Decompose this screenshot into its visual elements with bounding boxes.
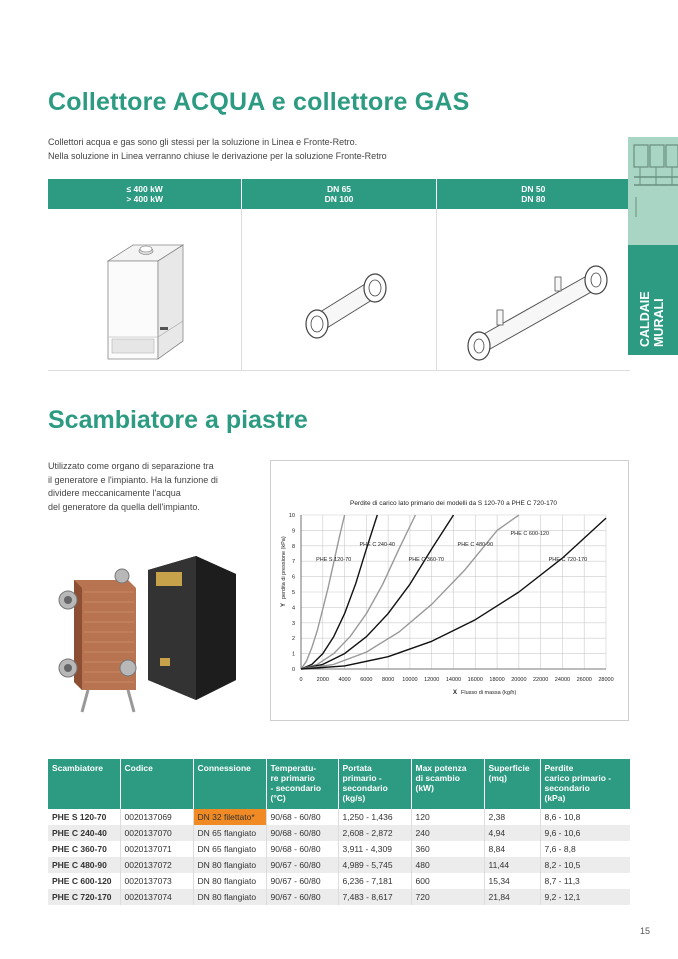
table-cell: 8,84: [484, 841, 540, 857]
table-row: [48, 809, 630, 825]
y-tick-label: 8: [291, 543, 295, 550]
table-cell: 90/68 - 60/80: [266, 809, 338, 825]
x-axis-prefix: X: [452, 690, 457, 696]
table-cell: DN 32 filettato*: [193, 809, 266, 825]
y-tick-label: 1: [291, 651, 295, 658]
table-cell: DN 80 flangiato: [193, 857, 266, 873]
y-tick-label: 2: [291, 636, 295, 643]
x-tick-label: 18000: [489, 677, 505, 683]
table-cell: 6,236 - 7,181: [338, 873, 411, 889]
desc-line: Utilizzato come organo di separazione tra: [48, 461, 214, 471]
table-cell: PHE C 720-170: [48, 889, 120, 905]
table-cell: 0020137070: [120, 825, 193, 841]
x-tick-label: 4000: [338, 677, 351, 683]
col-header-water: [242, 179, 436, 209]
table-cell: DN 80 flangiato: [193, 873, 266, 889]
series-label: PHE S 120-70: [316, 557, 352, 564]
table-cell: 7,6 - 8,8: [544, 844, 576, 854]
col-header-line: DN 50: [521, 184, 546, 194]
x-tick-label: 10000: [402, 677, 418, 683]
desc-line: dividere meccanicamente l'acqua: [48, 488, 181, 498]
table-cell: 240: [411, 825, 484, 841]
section-title-collettore: Collettore ACQUA e collettore GAS: [48, 88, 470, 116]
x-tick-label: 22000: [532, 677, 549, 683]
plate-heat-exchanger-image: [48, 540, 268, 730]
y-tick-label: 7: [291, 559, 295, 566]
x-tick-label: 14000: [445, 677, 462, 683]
table-cell: 600: [411, 873, 484, 889]
table-cell: 8,7 - 11,3: [544, 876, 580, 886]
table-cell: 90/67 - 60/80: [266, 889, 338, 905]
x-tick-label: 16000: [467, 677, 483, 683]
collettore-intro: [48, 135, 387, 163]
table-row: [48, 857, 630, 873]
y-tick-label: 5: [291, 590, 295, 596]
table-cell: PHE C 240-40: [48, 825, 120, 841]
col-header-line: DN 100: [324, 194, 354, 204]
gas-collector-image: [437, 209, 630, 371]
table-cell: 4,94: [484, 825, 540, 841]
series-label: PHE C 480-90: [457, 541, 494, 548]
side-tab-label: [638, 237, 666, 347]
y-axis-prefix: Y: [281, 602, 287, 607]
y-tick-label: 9: [291, 528, 295, 535]
series-label: PHE C 240-40: [359, 541, 395, 548]
table-cell: 120: [411, 809, 484, 825]
table-row: [48, 825, 630, 841]
x-tick-label: 28000: [598, 677, 614, 683]
x-tick-label: 2000: [316, 677, 329, 683]
table-cell: 0020137072: [120, 857, 193, 873]
y-tick-label: 0: [291, 667, 295, 673]
x-tick-label: 6000: [360, 677, 373, 683]
table-cell: 480: [411, 857, 484, 873]
pressure-drop-chart: [270, 460, 629, 721]
table-cell: 720: [411, 889, 484, 905]
th-superficie: Superficie (mq): [484, 759, 540, 809]
series-label: PHE C 720-170: [548, 557, 588, 564]
table-cell: PHE C 480-90: [48, 857, 120, 873]
table-cell: 90/67 - 60/80: [266, 873, 338, 889]
table-cell: 3,911 - 4,309: [338, 841, 411, 857]
col-header-line: > 400 kW: [126, 194, 163, 204]
table-cell: DN 65 flangiato: [193, 825, 266, 841]
th-temperature: Temperatu- re primario - secondario (°C): [266, 759, 338, 809]
y-tick-label: 10: [288, 513, 295, 519]
scambiatore-description: [48, 460, 218, 514]
th-portata: Portata primario - secondario (kg/s): [338, 759, 411, 809]
table-cell: 4,989 - 5,745: [338, 857, 411, 873]
table-cell: 360: [411, 841, 484, 857]
side-tab-caldaie-murali: [628, 137, 678, 355]
x-tick-label: 12000: [424, 677, 440, 683]
col-header-line: DN 65: [326, 184, 352, 194]
table-cell: PHE S 120-70: [48, 809, 120, 825]
table-cell: 2,38: [484, 809, 540, 825]
intro-line: Nella soluzione in Linea verranno chiuse le derivazione per la soluzione Fronte-Retro: [48, 151, 387, 161]
water-collector-image: [242, 209, 436, 371]
x-tick-label: 24000: [554, 677, 571, 683]
series-label: PHE C 360-70: [408, 557, 445, 564]
x-tick-label: 20000: [511, 677, 527, 683]
collettore-table: [48, 179, 630, 371]
page-number: 15: [640, 926, 651, 936]
table-cell: 0020137069: [120, 809, 193, 825]
collettore-table-header: [48, 179, 630, 209]
col-header-line: DN 80: [521, 194, 546, 204]
table-cell: 21,84: [484, 889, 540, 905]
table-row: [48, 873, 630, 889]
water-collector-image-cell: [242, 209, 437, 371]
col-header-boiler: [48, 179, 242, 209]
y-tick-label: 6: [291, 574, 295, 581]
collettore-table-body: [48, 209, 630, 371]
gas-collector-image-cell: [437, 209, 630, 371]
table-body: [48, 809, 630, 905]
side-tab-line: CALDAIE: [638, 291, 652, 347]
wall-boiler-image: [48, 209, 241, 371]
y-tick-label: 3: [291, 620, 295, 627]
th-connessione: Connessione: [193, 759, 266, 809]
table-cell: 8,6 - 10,8: [544, 812, 581, 822]
table-cell: 90/68 - 60/80: [266, 841, 338, 857]
x-axis-label: Flusso di massa (kg/h): [461, 690, 517, 696]
table-cell: 0020137074: [120, 889, 193, 905]
th-scambiatore: Scambiatore: [48, 759, 120, 809]
table-header-row: [48, 759, 630, 809]
table-cell: PHE C 600-120: [48, 873, 120, 889]
table-cell: PHE C 360-70: [48, 841, 120, 857]
desc-line: il generatore e l'impianto. Ha la funzione di: [48, 474, 218, 485]
series-label: PHE C 600-120: [510, 531, 550, 538]
boiler-cascade-icon: [628, 137, 678, 237]
scambiatore-table: [48, 759, 630, 905]
y-tick-label: 4: [291, 605, 295, 612]
section-title-scambiatore: Scambiatore a piastre: [48, 406, 308, 434]
table-row: [48, 841, 630, 857]
table-cell: 9,2 - 12,1: [540, 889, 630, 905]
desc-line: del generatore da quella dell'impianto.: [48, 501, 200, 512]
table-cell: 90/67 - 60/80: [266, 857, 338, 873]
table-cell: 0020137071: [120, 841, 193, 857]
x-tick-label: 26000: [576, 677, 592, 683]
chart-title: Perdite di carico lato primario dei modelli da S 120-70 a PHE C 720-170: [349, 500, 558, 507]
table-cell: 15,34: [484, 873, 540, 889]
th-potenza: Max potenza di scambio (kW): [411, 759, 484, 809]
boiler-image-cell: [48, 209, 242, 371]
table-cell: DN 80 flangiato: [193, 889, 266, 905]
table-cell: DN 65 flangiato: [193, 841, 266, 857]
chart-svg: [271, 461, 628, 720]
intro-line: Collettori acqua e gas sono gli stessi per la soluzione in Linea e Fronte-Retro.: [48, 137, 358, 147]
table-cell: 90/68 - 60/80: [266, 825, 338, 841]
table-cell: 8,2 - 10,5: [540, 857, 630, 873]
side-tab-line: MURALI: [652, 298, 666, 347]
th-perdite: Perdite carico primario - secondario (kPa): [540, 759, 630, 809]
x-tick-label: 8000: [382, 677, 395, 683]
table-row: [48, 889, 630, 905]
table-cell: 11,44: [484, 857, 540, 873]
x-tick-label: 0: [299, 677, 303, 683]
th-codice: Codice: [120, 759, 193, 809]
table-cell: 7,483 - 8,617: [338, 889, 411, 905]
table-cell: 2,608 - 2,872: [338, 825, 411, 841]
table-cell: 9,6 - 10,6: [540, 825, 630, 841]
table-cell: 1,250 - 1,436: [338, 809, 411, 825]
col-header-line: ≤ 400 kW: [126, 184, 163, 194]
table-cell: 0020137073: [120, 873, 193, 889]
col-header-gas: [437, 179, 630, 209]
y-axis-label: perdita di pressione (kPa): [281, 536, 287, 599]
